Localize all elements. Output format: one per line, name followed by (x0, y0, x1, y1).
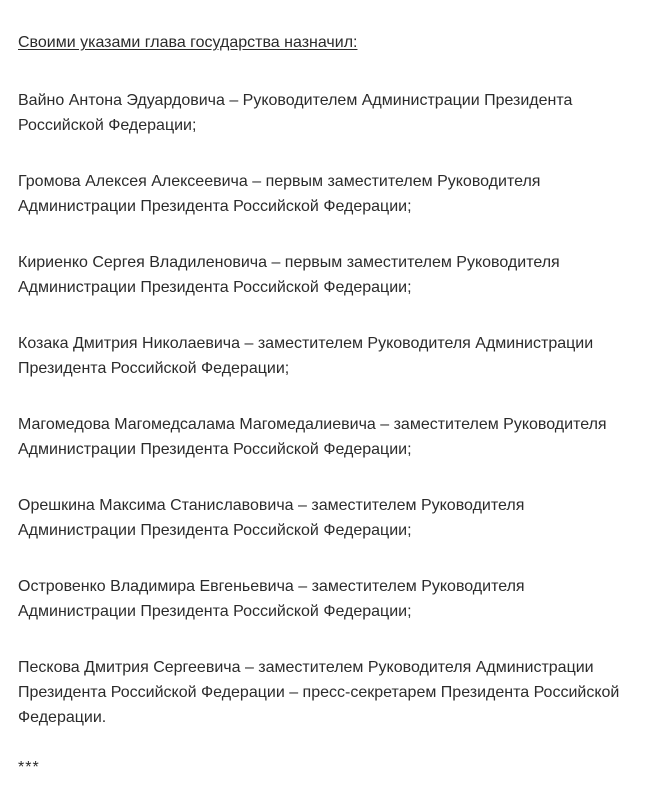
decrees-link[interactable]: Своими указами глава государства назначил: (18, 34, 358, 51)
appointment-item: Орешкина Максима Станиславовича – заместителем Руководителя Администрации Президента Российской Федерации; (18, 497, 525, 539)
appointment-item: Пескова Дмитрия Сергеевича – заместителем Руководителя Администрации Президента Российской Федерации – пресс-секретарем Президента Российской Федерации. (18, 659, 620, 726)
appointment-item: Козака Дмитрия Николаевича – заместителем Руководителя Администрации Президента Российской Федерации; (18, 335, 594, 377)
appointment-item: Громова Алексея Алексеевича – первым заместителем Руководителя Администрации Президента Российской Федерации; (18, 173, 541, 215)
appointment-item: Кириенко Сергея Владиленовича – первым заместителем Руководителя Администрации Президента Российской Федерации; (18, 254, 560, 296)
appointments-list (18, 88, 644, 730)
appointment-item: Вайно Антона Эдуардовича – Руководителем Администрации Президента Российской Федерации; (18, 92, 573, 134)
section-separator: *** (18, 759, 40, 776)
appointment-item: Островенко Владимира Евгеньевича – заместителем Руководителя Администрации Президента Российской Федерации; (18, 578, 525, 620)
appointment-item: Магомедова Магомедсалама Магомедалиевича – заместителем Руководителя Администрации Президента Российской Федерации; (18, 416, 607, 458)
